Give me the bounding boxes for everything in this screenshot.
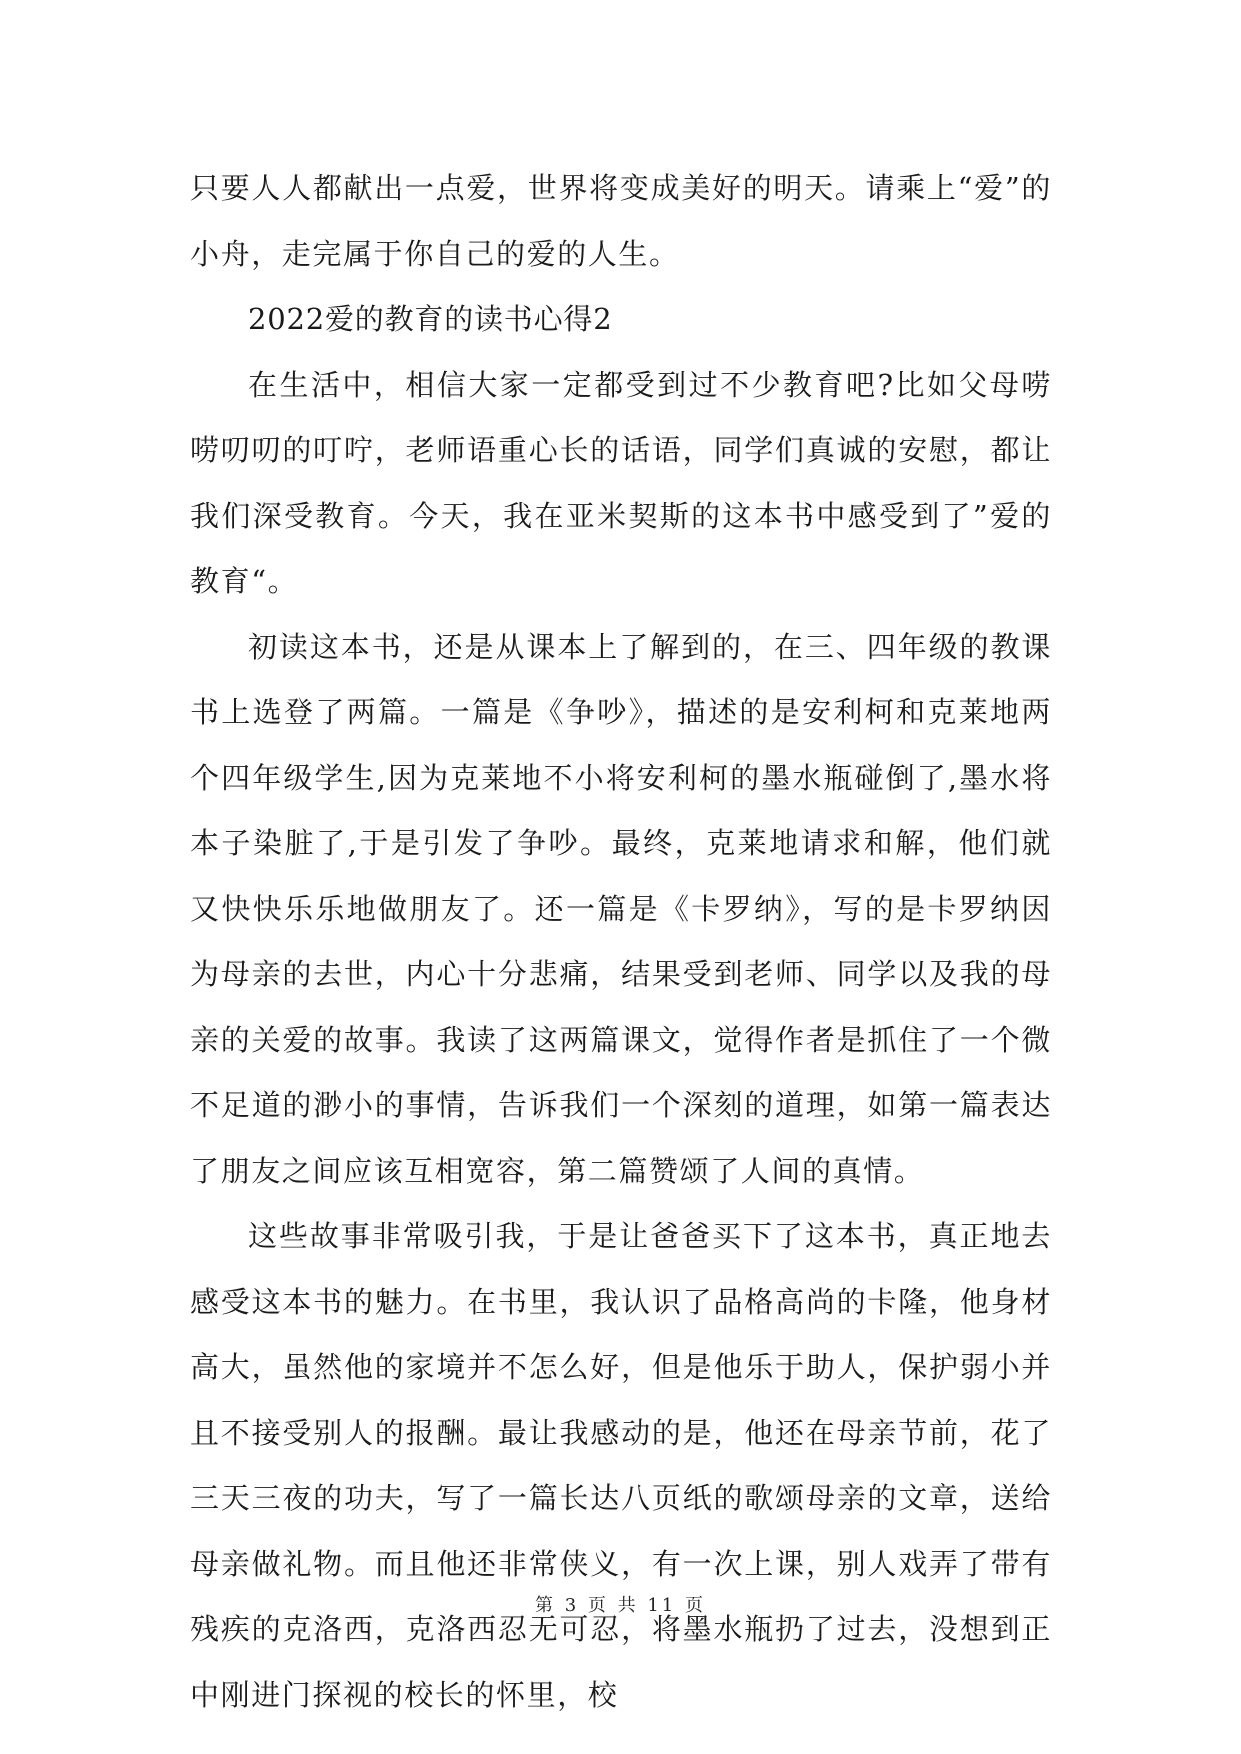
- paragraph-4: 这些故事非常吸引我，于是让爸爸买下了这本书，真正地去感受这本书的魅力。在书里，我认识了品格高尚的卡隆，他身材高大，虽然他的家境并不怎么好，但是他乐于助人，保护弱小并且不接受别人的报酬。最让我感动的是，他还在母亲节前，花了三天三夜的功夫，写了一篇长达八页纸的歌颂母亲的文章，送给母亲做礼物。而且他还非常侠义，有一次上课，别人戏弄了带有残疾的克洛西，克洛西忍无可忍，将墨水瓶扔了过去，没想到正中刚进门探视的校长的怀里，校: [190, 1219, 1052, 1712]
- paragraph-3: 初读这本书，还是从课本上了解到的，在三、四年级的教课书上选登了两篇。一篇是《争吵》，描述的是安利柯和克莱地两个四年级学生,因为克莱地不小将安利柯的墨水瓶碰倒了,墨水将本子染脏了,于是引发了争吵。最终，克莱地请求和解，他们就又快快乐乐地做朋友了。还一篇是《卡罗纳》，写的是卡罗纳因为母亲的去世，内心十分悲痛，结果受到老师、同学以及我的母亲的关爱的故事。我读了这两篇课文，觉得作者是抓住了一个微不足道的渺小的事情，告诉我们一个深刻的道理，如第一篇表达了朋友之间应该互相宽容，第二篇赞颂了人间的真情。: [190, 629, 1052, 1188]
- section-heading: 2022爱的教育的读书心得2: [248, 302, 613, 336]
- document-body: [190, 156, 1052, 1728]
- page-number-footer: 第 3 页 共 11 页: [535, 1595, 706, 1616]
- paragraph-1: 只要人人都献出一点爱，世界将变成美好的明天。请乘上“爱”的小舟，走完属于你自己的爱的人生。: [190, 171, 1052, 271]
- paragraph-2: 在生活中，相信大家一定都受到过不少教育吧?比如父母唠唠叨叨的叮咛，老师语重心长的话语，同学们真诚的安慰，都让我们深受教育。今天，我在亚米契斯的这本书中感受到了”爱的教育“。: [190, 367, 1052, 598]
